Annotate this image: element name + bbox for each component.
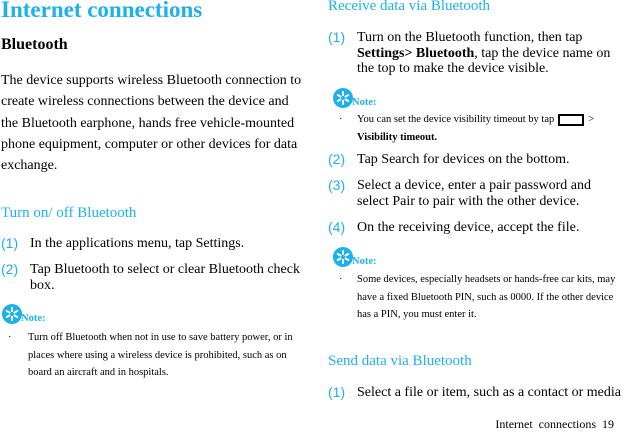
page-footer: Internet connections 19 bbox=[495, 417, 614, 431]
note-body bbox=[339, 271, 626, 324]
list-item bbox=[328, 178, 626, 209]
note-label: Note: bbox=[21, 313, 46, 324]
list-item bbox=[328, 152, 626, 168]
note-icon bbox=[2, 304, 22, 324]
list-item bbox=[1, 262, 301, 293]
note-body bbox=[8, 329, 300, 382]
menu-key-icon bbox=[558, 114, 584, 126]
step-number: (1) bbox=[328, 384, 346, 400]
list-item bbox=[328, 30, 626, 77]
step-number: (4) bbox=[328, 219, 346, 235]
note-icon bbox=[333, 88, 353, 108]
step-text: In the applications menu, tap Settings. bbox=[30, 236, 245, 251]
list-item bbox=[1, 236, 301, 252]
note-text: Some devices, especially headsets or hands-free car kits, may have a fixed Bluetooth PIN, such as 0000. If the other device has a PIN, you must enter it. bbox=[357, 274, 616, 320]
list-item bbox=[328, 220, 626, 236]
note-icon bbox=[333, 247, 353, 267]
note-text: Turn off Bluetooth when not in use to save battery power, or in places where using a wireless device is prohibited, such as on board an aircraft and in hospitals. bbox=[28, 332, 293, 378]
settings-path: Settings> Bluetooth bbox=[357, 45, 475, 61]
step-number: (3) bbox=[328, 177, 346, 193]
receive-heading: Receive data via Bluetooth bbox=[328, 0, 491, 14]
turn-on-off-heading: Turn on/ off Bluetooth bbox=[1, 205, 137, 221]
step-text: Tap Bluetooth to select or clear Bluetooth check box. bbox=[30, 262, 300, 293]
bullet: · bbox=[339, 274, 343, 285]
step-text: Select a device, enter a pair password and select Pair to pair with the other device. bbox=[357, 178, 592, 209]
step-number: (2) bbox=[1, 261, 19, 277]
note-body bbox=[339, 111, 626, 146]
list-item bbox=[328, 385, 626, 401]
step-number: (1) bbox=[1, 235, 19, 251]
page-title: Internet connections bbox=[1, 0, 203, 22]
send-heading: Send data via Bluetooth bbox=[328, 353, 472, 369]
bullet: · bbox=[339, 114, 343, 125]
intro-paragraph: The device supports wireless Bluetooth connection to create wireless connections between the device and the Bluetooth earphone, hands free vehicle-mounted phone equipment, computer or other devices for data exchange. bbox=[1, 73, 302, 174]
step-number: (2) bbox=[328, 151, 346, 167]
step-text: On the receiving device, accept the file. bbox=[357, 220, 580, 235]
step-text: Select a file or item, such as a contact or media bbox=[357, 385, 621, 400]
note-label: Note: bbox=[352, 97, 377, 108]
step-text: Turn on the Bluetooth function, then tap Settings> Bluetooth, tap the device name on the top to make the device visible. bbox=[357, 30, 611, 76]
note-text: You can set the device visibility timeout by tap > Visibility timeout. bbox=[357, 114, 595, 143]
bullet: · bbox=[8, 332, 12, 343]
note-header bbox=[2, 304, 82, 326]
note-label: Note: bbox=[352, 256, 377, 267]
step-number: (1) bbox=[328, 29, 346, 45]
step-text: Tap Search for devices on the bottom. bbox=[357, 152, 570, 167]
note-header bbox=[333, 88, 413, 110]
note-header bbox=[333, 247, 413, 269]
section-title: Bluetooth bbox=[1, 36, 68, 53]
